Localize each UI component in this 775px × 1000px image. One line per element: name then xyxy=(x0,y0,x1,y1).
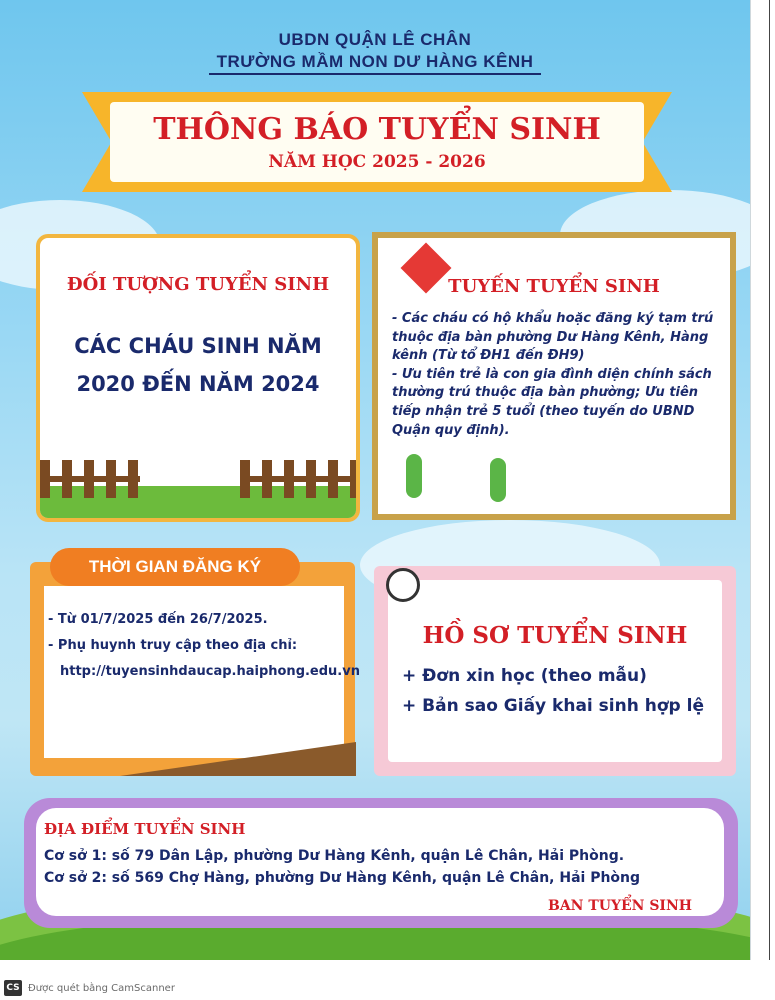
area-text-line: - Các cháu có hộ khẩu hoặc đăng ký tạm trú thuộc địa bàn phường Dư Hàng Kênh, Hàng kênh (Từ tổ ĐH1 đến ĐH9) xyxy=(392,311,714,364)
target-panel xyxy=(36,234,360,522)
target-body-line: CÁC CHÁU SINH NĂM xyxy=(74,334,322,358)
school-year: NĂM HỌC 2025 - 2026 xyxy=(268,152,486,172)
registration-date: - Từ 01/7/2025 đến 26/7/2025. xyxy=(48,612,268,627)
school-name-text: TRƯỜNG MẦM NON DƯ HÀNG KÊNH xyxy=(209,52,542,75)
target-title: ĐỐI TƯỢNG TUYỂN SINH xyxy=(66,274,330,295)
documents-title: HỒ SƠ TUYỂN SINH xyxy=(422,622,688,649)
location-campus-2: Cơ sở 2: số 569 Chợ Hàng, phường Dư Hàng Kênh, quận Lê Chân, Hải Phòng xyxy=(44,870,641,886)
registration-url: http://tuyensinhdaucap.haiphong.edu.vn xyxy=(60,664,360,679)
location-title: ĐỊA ĐIỂM TUYỂN SINH xyxy=(44,820,246,838)
area-text-line: - Ưu tiên trẻ là con gia đình diện chính sách thường trú thuộc địa bàn phường; Ưu tiên tiếp nhận trẻ 5 tuổi (theo tuyến do UBND Quận quy định). xyxy=(392,366,712,438)
school-name xyxy=(0,52,750,72)
area-panel xyxy=(372,232,736,520)
area-title: TUYẾN TUYỂN SINH xyxy=(448,276,660,297)
registration-title: THỜI GIAN ĐĂNG KÝ xyxy=(50,548,300,586)
target-body-line: 2020 ĐẾN NĂM 2024 xyxy=(76,372,320,396)
area-text xyxy=(392,310,718,440)
documents-item: + Bản sao Giấy khai sinh hợp lệ xyxy=(402,696,704,716)
signature: BAN TUYỂN SINH xyxy=(547,898,692,914)
footer xyxy=(4,978,175,998)
camscanner-logo-icon: CS xyxy=(4,980,22,996)
footer-text: Được quét bằng CamScanner xyxy=(28,982,175,994)
cactus-icon xyxy=(406,454,422,498)
cactus-icon xyxy=(490,458,506,502)
location-campus-1: Cơ sở 1: số 79 Dân Lập, phường Dư Hàng Kênh, quận Lê Chân, Hải Phòng. xyxy=(44,848,625,864)
page-edge xyxy=(750,0,775,960)
fence-rail xyxy=(40,476,140,482)
page-title: THÔNG BÁO TUYỂN SINH xyxy=(153,112,601,147)
documents-item: + Đơn xin học (theo mẫu) xyxy=(402,666,647,686)
clock-icon xyxy=(386,568,420,602)
fence-rail xyxy=(240,476,356,482)
registration-note: - Phụ huynh truy cập theo địa chỉ: xyxy=(48,638,298,653)
district-name: UBDN QUẬN LÊ CHÂN xyxy=(278,30,472,49)
